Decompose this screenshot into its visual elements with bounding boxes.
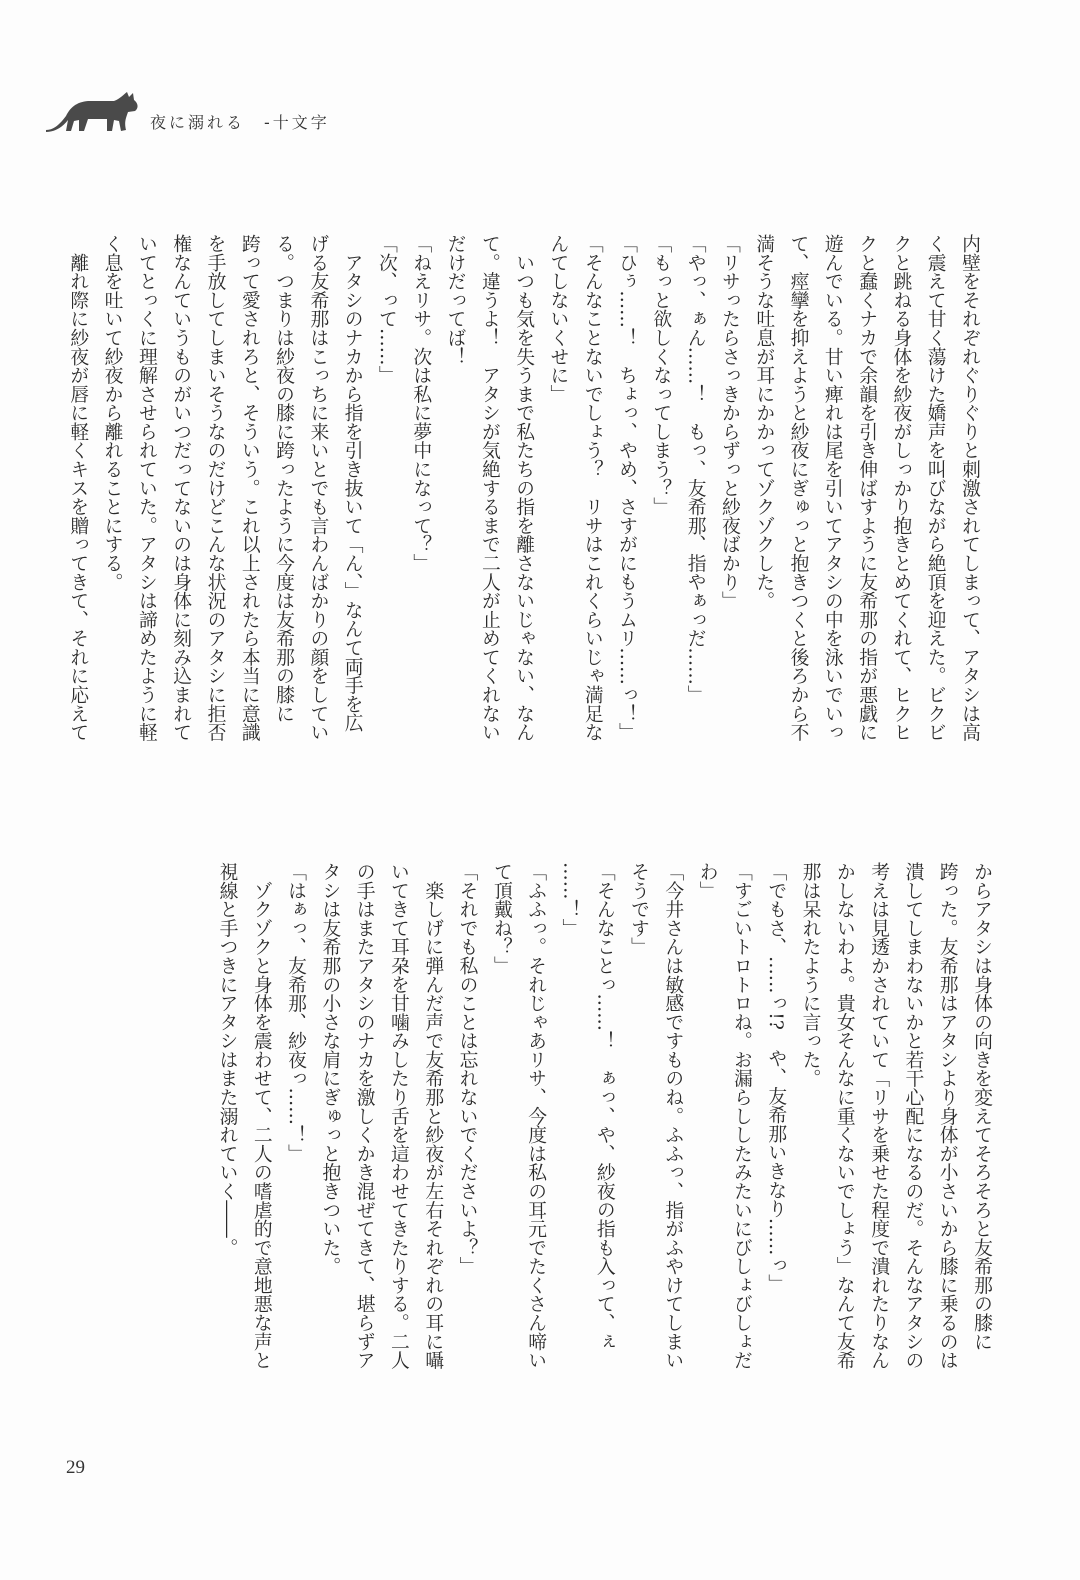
text-line: 満そうな吐息が耳にかかってゾクゾクした。 (753, 234, 775, 610)
text-line: 「ふふっ。それじゃあリサ、今度は私の耳元でたくさん啼い (525, 862, 547, 1370)
text-line: を手放してしまいそうなのだけどこんな状況のアタシに拒否 (204, 234, 226, 742)
text-line: 内壁をそれぞれぐりぐりと刺激されてしまって、アタシは高 (959, 234, 980, 742)
page-number: 29 (66, 1457, 85, 1478)
text-line: 視線と手つきにアタシはまた溺れていく――。 (216, 862, 238, 1257)
text-line: 「すごいトロトロね。お漏らししたみたいにびしょびしょだ (730, 862, 752, 1370)
text-line: 「ねえリサ。次は私に夢中になって？」 (410, 234, 432, 573)
text-line: ……！」 (559, 862, 581, 938)
body-text-upper (60, 234, 986, 754)
chapter-title: 夜に溺れる -十文字 (150, 113, 330, 132)
text-line: く震えて甘く蕩けた嬌声を叫びながら絶頂を迎えた。ビクビ (924, 234, 946, 742)
cat-silhouette-icon (44, 90, 140, 134)
text-line: いてきて耳朶を甘噛みしたり舌を這わせてきたりする。二人 (387, 862, 409, 1370)
running-header (40, 86, 360, 136)
text-line: 遊んでいる。甘い痺れは尾を引いてアタシの中を泳いでいっ (821, 234, 843, 742)
text-line: 権なんていうものがいつだってないのは身体に刻み込まれて (170, 234, 192, 742)
text-line: 「今井さんは敏感ですものね。ふふっ、指がふやけてしまい (662, 862, 684, 1370)
text-line: て頂戴ね？」 (490, 862, 512, 975)
text-line: げる友希那はこっちに来いとでも言わんばかりの顔をしてい (307, 234, 329, 742)
text-line: て、痙攣を抑えようと紗夜にぎゅっと抱きつくと後ろから不 (787, 234, 809, 742)
text-line: からアタシは身体の向きを変えてそろそろと友希那の膝に (971, 862, 992, 1351)
text-line: 「リサったらさっきからずっと紗夜ばかり」 (718, 234, 740, 610)
text-line: かしないわよ。貴女そんなに重くないでしょう」なんて友希 (833, 862, 855, 1370)
text-line: 「次、って……」 (375, 234, 397, 385)
text-line: クと跳ねる身体を紗夜がしっかり抱きとめてくれて、ヒクヒ (890, 234, 912, 742)
text-line: アタシのナカから指を引き抜いて「ん、」なんて両手を広 (341, 234, 363, 732)
text-line: 楽しげに弾んだ声で友希那と紗夜が左右それぞれの耳に囁 (422, 862, 444, 1370)
text-line: んてしないくせに」 (547, 234, 569, 404)
text-line: る。つまりは紗夜の膝に跨ったように今度は友希那の膝に (273, 234, 295, 723)
text-line: て。違うよ！ アタシが気絶するまで二人が止めてくれない (478, 234, 500, 742)
text-line: 跨って愛されろと、そういう。これ以上されたら本当に意識 (238, 234, 260, 742)
text-line: いてとっくに理解させられていた。アタシは諦めたように軽 (135, 234, 157, 742)
text-line: タシは友希那の小さな肩にぎゅっと抱きついた。 (319, 862, 341, 1276)
text-line: いつも気を失うまで私たちの指を離さないじゃない、なん (513, 234, 535, 742)
text-line: だけだってば！ (444, 234, 466, 366)
text-line: ゾクゾクと身体を震わせて、二人の嗜虐的で意地悪な声と (250, 862, 272, 1370)
text-line: 「でもさ、……っ!? や、友希那いきなり……っ」 (765, 862, 787, 1293)
text-line: 「はぁっ、友希那、紗夜っ……！」 (285, 862, 307, 1163)
text-line: 考えは見透かされていて「リサを乗せた程度で潰れたりなん (868, 862, 890, 1370)
text-line: クと蠢くナカで余韻を引き伸ばすように友希那の指が悪戯に (856, 234, 878, 742)
text-line: 跨った。友希那はアタシより身体が小さいから膝に乗るのは (936, 862, 958, 1370)
body-text-lower (209, 862, 998, 1382)
text-line: わ」 (696, 862, 718, 900)
text-line: く息を吐いて紗夜から離れることにする。 (101, 234, 123, 592)
text-line: 離れ際に紗夜が唇に軽くキスを贈ってきて、それに応えて (67, 234, 89, 742)
text-line: 「そんなことないでしょう？ リサはこれくらいじゃ満足な (581, 234, 603, 742)
text-line: 潰してしまわないかと若干心配になるのだ。そんなアタシの (902, 862, 924, 1370)
text-line: 「ひぅ……！ ちょっ、やめ、さすがにもうムリ……っ！」 (616, 234, 638, 742)
text-line: 「それでも私のことは忘れないでくださいよ？」 (456, 862, 478, 1276)
text-line: 「そんなことっ……！ ぁっ、や、紗夜の指も入って、ぇ (593, 862, 615, 1351)
text-line: 「もっと欲しくなってしまう？」 (650, 234, 672, 516)
text-line: 那は呆れたように言った。 (799, 862, 821, 1088)
text-line: の手はまたアタシのナカを激しくかき混ぜてきて、堪らずア (353, 862, 375, 1370)
text-line: 「やっ、ぁん……！ もっ、友希那、指やぁっだ……」 (684, 234, 706, 704)
text-line: そうです」 (628, 862, 650, 956)
